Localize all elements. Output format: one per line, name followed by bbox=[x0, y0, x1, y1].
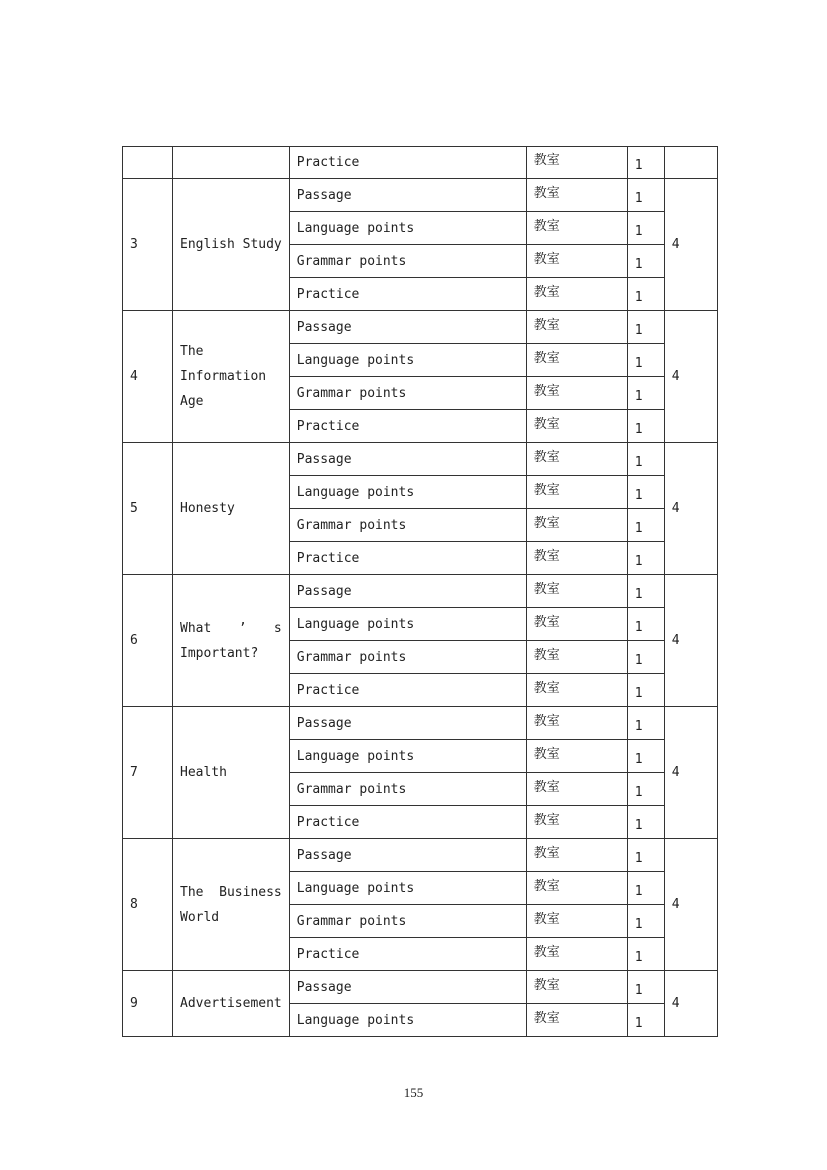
unit-number-cell: 7 bbox=[123, 707, 173, 839]
item-cell: Language points bbox=[289, 344, 526, 377]
total-hours-cell: 4 bbox=[664, 443, 717, 575]
hours-cell: 1 bbox=[627, 344, 664, 377]
place-cell: 教室 bbox=[526, 476, 627, 509]
hours-cell: 1 bbox=[627, 905, 664, 938]
unit-topic-cell: Honesty bbox=[173, 443, 290, 575]
item-cell: Passage bbox=[289, 179, 526, 212]
place-cell: 教室 bbox=[526, 147, 627, 179]
place-cell: 教室 bbox=[526, 212, 627, 245]
total-hours-cell: 4 bbox=[664, 179, 717, 311]
item-cell: Language points bbox=[289, 212, 526, 245]
hours-cell: 1 bbox=[627, 707, 664, 740]
place-cell: 教室 bbox=[526, 608, 627, 641]
item-cell: Grammar points bbox=[289, 377, 526, 410]
hours-cell: 1 bbox=[627, 542, 664, 575]
place-cell: 教室 bbox=[526, 542, 627, 575]
item-cell: Grammar points bbox=[289, 641, 526, 674]
item-cell: Grammar points bbox=[289, 245, 526, 278]
hours-cell: 1 bbox=[627, 509, 664, 542]
unit-topic-cell: English Study bbox=[173, 179, 290, 311]
total-hours-cell: 4 bbox=[664, 839, 717, 971]
place-cell: 教室 bbox=[526, 377, 627, 410]
item-cell: Practice bbox=[289, 542, 526, 575]
hours-cell: 1 bbox=[627, 938, 664, 971]
place-cell: 教室 bbox=[526, 773, 627, 806]
item-cell: Passage bbox=[289, 311, 526, 344]
place-cell: 教室 bbox=[526, 707, 627, 740]
item-cell: Language points bbox=[289, 1004, 526, 1037]
item-cell: Grammar points bbox=[289, 773, 526, 806]
place-cell: 教室 bbox=[526, 575, 627, 608]
schedule-body bbox=[123, 147, 718, 1037]
hours-cell: 1 bbox=[627, 839, 664, 872]
item-cell: Practice bbox=[289, 278, 526, 311]
item-cell: Language points bbox=[289, 476, 526, 509]
table-row bbox=[123, 707, 718, 740]
place-cell: 教室 bbox=[526, 806, 627, 839]
unit-number-cell: 8 bbox=[123, 839, 173, 971]
unit-number-cell: 6 bbox=[123, 575, 173, 707]
total-hours-cell: 4 bbox=[664, 575, 717, 707]
item-cell: Grammar points bbox=[289, 905, 526, 938]
hours-cell: 1 bbox=[627, 773, 664, 806]
hours-cell: 1 bbox=[627, 311, 664, 344]
hours-cell: 1 bbox=[627, 674, 664, 707]
total-hours-cell bbox=[664, 147, 717, 179]
hours-cell: 1 bbox=[627, 443, 664, 476]
hours-cell: 1 bbox=[627, 476, 664, 509]
hours-cell: 1 bbox=[627, 872, 664, 905]
hours-cell: 1 bbox=[627, 212, 664, 245]
item-cell: Passage bbox=[289, 575, 526, 608]
hours-cell: 1 bbox=[627, 245, 664, 278]
place-cell: 教室 bbox=[526, 311, 627, 344]
place-cell: 教室 bbox=[526, 1004, 627, 1037]
table-row bbox=[123, 575, 718, 608]
item-cell: Practice bbox=[289, 806, 526, 839]
hours-cell: 1 bbox=[627, 971, 664, 1004]
place-cell: 教室 bbox=[526, 839, 627, 872]
unit-topic-cell: The Information Age bbox=[173, 311, 290, 443]
unit-topic-cell: Health bbox=[173, 707, 290, 839]
place-cell: 教室 bbox=[526, 278, 627, 311]
unit-number-cell: 4 bbox=[123, 311, 173, 443]
table-row bbox=[123, 839, 718, 872]
place-cell: 教室 bbox=[526, 872, 627, 905]
place-cell: 教室 bbox=[526, 674, 627, 707]
hours-cell: 1 bbox=[627, 377, 664, 410]
place-cell: 教室 bbox=[526, 509, 627, 542]
hours-cell: 1 bbox=[627, 278, 664, 311]
place-cell: 教室 bbox=[526, 641, 627, 674]
item-cell: Language points bbox=[289, 872, 526, 905]
item-cell: Practice bbox=[289, 147, 526, 179]
item-cell: Passage bbox=[289, 839, 526, 872]
item-cell: Grammar points bbox=[289, 509, 526, 542]
place-cell: 教室 bbox=[526, 938, 627, 971]
place-cell: 教室 bbox=[526, 410, 627, 443]
page-number: 155 bbox=[403, 1085, 424, 1100]
hours-cell: 1 bbox=[627, 179, 664, 212]
unit-number-cell: 3 bbox=[123, 179, 173, 311]
item-cell: Practice bbox=[289, 938, 526, 971]
hours-cell: 1 bbox=[627, 410, 664, 443]
item-cell: Practice bbox=[289, 674, 526, 707]
hours-cell: 1 bbox=[627, 1004, 664, 1037]
item-cell: Passage bbox=[289, 971, 526, 1004]
total-hours-cell: 4 bbox=[664, 971, 717, 1037]
table-row bbox=[123, 443, 718, 476]
item-cell: Language points bbox=[289, 740, 526, 773]
unit-topic-cell: The Business World bbox=[173, 839, 290, 971]
place-cell: 教室 bbox=[526, 443, 627, 476]
table-row bbox=[123, 971, 718, 1004]
table-row bbox=[123, 147, 718, 179]
unit-number-cell bbox=[123, 147, 173, 179]
table-row bbox=[123, 311, 718, 344]
unit-topic-cell bbox=[173, 147, 290, 179]
hours-cell: 1 bbox=[627, 147, 664, 179]
place-cell: 教室 bbox=[526, 740, 627, 773]
hours-cell: 1 bbox=[627, 806, 664, 839]
unit-topic-cell: Advertisement bbox=[173, 971, 290, 1037]
total-hours-cell: 4 bbox=[664, 707, 717, 839]
place-cell: 教室 bbox=[526, 245, 627, 278]
item-cell: Passage bbox=[289, 707, 526, 740]
hours-cell: 1 bbox=[627, 740, 664, 773]
schedule-table bbox=[122, 146, 718, 1037]
hours-cell: 1 bbox=[627, 608, 664, 641]
total-hours-cell: 4 bbox=[664, 311, 717, 443]
unit-topic-cell: What ’ s Important? bbox=[173, 575, 290, 707]
item-cell: Passage bbox=[289, 443, 526, 476]
unit-number-cell: 5 bbox=[123, 443, 173, 575]
hours-cell: 1 bbox=[627, 641, 664, 674]
hours-cell: 1 bbox=[627, 575, 664, 608]
table-row bbox=[123, 179, 718, 212]
item-cell: Language points bbox=[289, 608, 526, 641]
unit-number-cell: 9 bbox=[123, 971, 173, 1037]
place-cell: 教室 bbox=[526, 344, 627, 377]
place-cell: 教室 bbox=[526, 179, 627, 212]
item-cell: Practice bbox=[289, 410, 526, 443]
place-cell: 教室 bbox=[526, 971, 627, 1004]
place-cell: 教室 bbox=[526, 905, 627, 938]
